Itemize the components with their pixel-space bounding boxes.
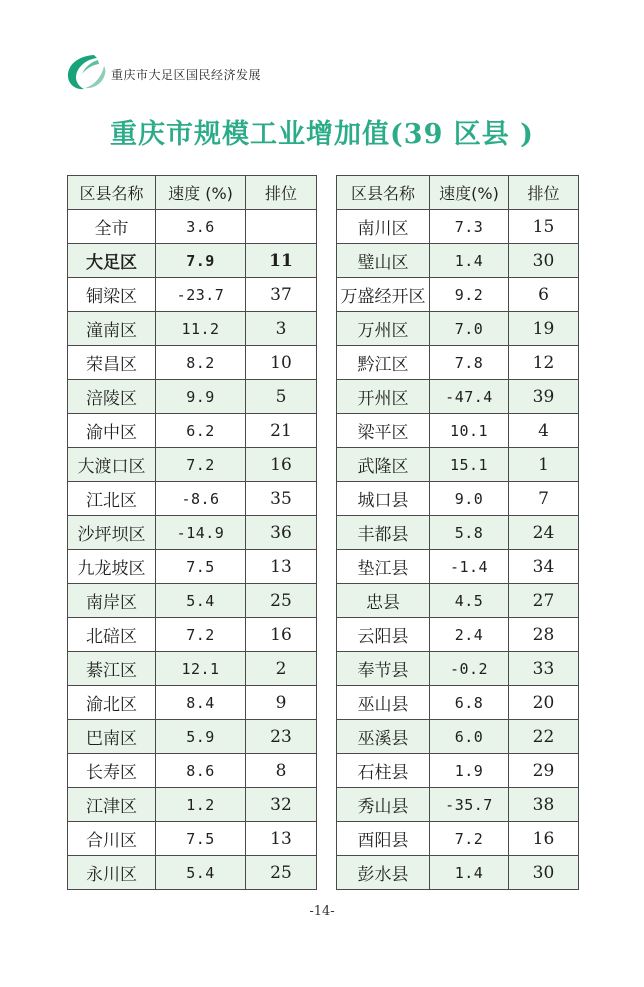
speed-cell: 5.8 — [430, 516, 509, 550]
speed-cell: -1.4 — [430, 550, 509, 584]
rank-cell: 10 — [246, 346, 317, 380]
speed-cell: 12.1 — [156, 652, 246, 686]
rank-cell: 37 — [246, 278, 317, 312]
rank-cell: 23 — [246, 720, 317, 754]
district-name-cell: 秀山县 — [337, 788, 430, 822]
speed-cell: 11.2 — [156, 312, 246, 346]
district-name-cell: 武隆区 — [337, 448, 430, 482]
table-row — [337, 856, 579, 890]
district-name-cell: 渝中区 — [68, 414, 156, 448]
rank-cell: 1 — [509, 448, 579, 482]
speed-cell: 5.9 — [156, 720, 246, 754]
table-row — [68, 856, 317, 890]
rank-cell: 24 — [509, 516, 579, 550]
district-name-cell: 沙坪坝区 — [68, 516, 156, 550]
speed-cell: 9.9 — [156, 380, 246, 414]
district-name-cell: 石柱县 — [337, 754, 430, 788]
table-row — [68, 414, 317, 448]
table-row — [68, 754, 317, 788]
table-row — [68, 482, 317, 516]
speed-cell: 7.2 — [156, 448, 246, 482]
speed-cell: 7.3 — [430, 210, 509, 244]
rank-cell: 39 — [509, 380, 579, 414]
district-name-cell: 北碚区 — [68, 618, 156, 652]
district-name-cell: 铜梁区 — [68, 278, 156, 312]
table-row — [68, 618, 317, 652]
logo-icon — [64, 52, 108, 94]
rank-cell: 32 — [246, 788, 317, 822]
speed-cell: 1.4 — [430, 856, 509, 890]
rank-cell: 4 — [509, 414, 579, 448]
district-name-cell: 潼南区 — [68, 312, 156, 346]
speed-cell: 5.4 — [156, 856, 246, 890]
ranking-table-left — [67, 175, 317, 890]
speed-cell: -47.4 — [430, 380, 509, 414]
rank-cell: 30 — [509, 244, 579, 278]
column-header-name: 区县名称 — [68, 176, 156, 210]
speed-cell: 7.0 — [430, 312, 509, 346]
district-name-cell: 长寿区 — [68, 754, 156, 788]
rank-cell: 35 — [246, 482, 317, 516]
district-name-cell: 巫山县 — [337, 686, 430, 720]
speed-cell: 8.6 — [156, 754, 246, 788]
page-number: -14- — [309, 904, 335, 919]
district-name-cell: 江津区 — [68, 788, 156, 822]
speed-cell: 5.4 — [156, 584, 246, 618]
table-row — [337, 414, 579, 448]
speed-cell: 6.8 — [430, 686, 509, 720]
speed-cell: 8.2 — [156, 346, 246, 380]
page-title: 重庆市规模工业增加值(39 区县 ) — [110, 119, 534, 150]
rank-cell: 25 — [246, 584, 317, 618]
speed-cell: 6.2 — [156, 414, 246, 448]
rank-cell: 19 — [509, 312, 579, 346]
speed-cell: 7.5 — [156, 822, 246, 856]
rank-cell: 11 — [246, 244, 317, 278]
rank-cell: 16 — [509, 822, 579, 856]
rank-cell: 34 — [509, 550, 579, 584]
district-name-cell: 忠县 — [337, 584, 430, 618]
table-row — [337, 822, 579, 856]
rank-cell: 22 — [509, 720, 579, 754]
speed-cell: -35.7 — [430, 788, 509, 822]
rank-cell — [246, 210, 317, 244]
rank-cell: 6 — [509, 278, 579, 312]
rank-cell: 30 — [509, 856, 579, 890]
district-name-cell: 南岸区 — [68, 584, 156, 618]
speed-cell: 10.1 — [430, 414, 509, 448]
district-name-cell: 涪陵区 — [68, 380, 156, 414]
district-name-cell: 荣昌区 — [68, 346, 156, 380]
speed-cell: 4.5 — [430, 584, 509, 618]
speed-cell: 7.2 — [156, 618, 246, 652]
district-name-cell: 开州区 — [337, 380, 430, 414]
table-row — [68, 822, 317, 856]
table-header-row — [68, 176, 317, 210]
rank-cell: 9 — [246, 686, 317, 720]
column-header-rank: 排位 — [246, 176, 317, 210]
district-name-cell: 梁平区 — [337, 414, 430, 448]
table-row — [337, 720, 579, 754]
district-name-cell: 九龙坡区 — [68, 550, 156, 584]
speed-cell: -0.2 — [430, 652, 509, 686]
district-name-cell: 黔江区 — [337, 346, 430, 380]
header-title: 重庆市大足区国民经济发展 — [111, 68, 262, 82]
table-row — [68, 550, 317, 584]
column-header-name: 区县名称 — [337, 176, 430, 210]
district-name-cell: 巫溪县 — [337, 720, 430, 754]
table-row — [68, 686, 317, 720]
column-header-speed: 速度 (%) — [156, 176, 246, 210]
speed-cell: 1.4 — [430, 244, 509, 278]
table-row — [337, 550, 579, 584]
rank-cell: 8 — [246, 754, 317, 788]
speed-cell: -8.6 — [156, 482, 246, 516]
district-name-cell: 渝北区 — [68, 686, 156, 720]
speed-cell: 1.2 — [156, 788, 246, 822]
table-row — [337, 312, 579, 346]
table-row — [68, 652, 317, 686]
speed-cell: 7.5 — [156, 550, 246, 584]
table-row — [337, 346, 579, 380]
district-name-cell: 大足区 — [68, 244, 156, 278]
district-name-cell: 巴南区 — [68, 720, 156, 754]
table-row — [68, 210, 317, 244]
rank-cell: 27 — [509, 584, 579, 618]
speed-cell: 7.9 — [156, 244, 246, 278]
district-name-cell: 合川区 — [68, 822, 156, 856]
table-row — [337, 788, 579, 822]
column-header-rank: 排位 — [509, 176, 579, 210]
rank-cell: 20 — [509, 686, 579, 720]
column-header-speed: 速度(%) — [430, 176, 509, 210]
district-name-cell: 江北区 — [68, 482, 156, 516]
table-row — [337, 210, 579, 244]
rank-cell: 13 — [246, 550, 317, 584]
table-row — [68, 380, 317, 414]
table-row — [68, 516, 317, 550]
rank-cell: 7 — [509, 482, 579, 516]
speed-cell: 7.8 — [430, 346, 509, 380]
table-row — [337, 686, 579, 720]
district-name-cell: 南川区 — [337, 210, 430, 244]
rank-cell: 21 — [246, 414, 317, 448]
table-row — [68, 584, 317, 618]
rank-cell: 33 — [509, 652, 579, 686]
speed-cell: 7.2 — [430, 822, 509, 856]
rank-cell: 29 — [509, 754, 579, 788]
rank-cell: 15 — [509, 210, 579, 244]
table-row — [337, 380, 579, 414]
district-name-cell: 綦江区 — [68, 652, 156, 686]
table-row — [68, 312, 317, 346]
table-row — [337, 652, 579, 686]
district-name-cell: 彭水县 — [337, 856, 430, 890]
district-name-cell: 城口县 — [337, 482, 430, 516]
table-row — [337, 482, 579, 516]
rank-cell: 13 — [246, 822, 317, 856]
district-name-cell: 大渡口区 — [68, 448, 156, 482]
table-row — [68, 244, 317, 278]
district-name-cell: 全市 — [68, 210, 156, 244]
ranking-table-right — [336, 175, 579, 890]
table-row — [68, 278, 317, 312]
table-header-row — [337, 176, 579, 210]
table-row — [337, 244, 579, 278]
speed-cell: 9.2 — [430, 278, 509, 312]
district-name-cell: 酉阳县 — [337, 822, 430, 856]
speed-cell: -23.7 — [156, 278, 246, 312]
table-row — [337, 584, 579, 618]
district-name-cell: 丰都县 — [337, 516, 430, 550]
table-row — [68, 448, 317, 482]
speed-cell: 6.0 — [430, 720, 509, 754]
speed-cell: 3.6 — [156, 210, 246, 244]
speed-cell: 9.0 — [430, 482, 509, 516]
rank-cell: 38 — [509, 788, 579, 822]
rank-cell: 25 — [246, 856, 317, 890]
table-row — [68, 788, 317, 822]
rank-cell: 28 — [509, 618, 579, 652]
table-row — [337, 278, 579, 312]
table-row — [337, 618, 579, 652]
district-name-cell: 万盛经开区 — [337, 278, 430, 312]
district-name-cell: 璧山区 — [337, 244, 430, 278]
rank-cell: 5 — [246, 380, 317, 414]
rank-cell: 12 — [509, 346, 579, 380]
table-row — [337, 448, 579, 482]
rank-cell: 3 — [246, 312, 317, 346]
table-row — [68, 720, 317, 754]
speed-cell: 8.4 — [156, 686, 246, 720]
district-name-cell: 万州区 — [337, 312, 430, 346]
district-name-cell: 奉节县 — [337, 652, 430, 686]
table-row — [68, 346, 317, 380]
district-name-cell: 永川区 — [68, 856, 156, 890]
speed-cell: 1.9 — [430, 754, 509, 788]
speed-cell: 2.4 — [430, 618, 509, 652]
rank-cell: 16 — [246, 618, 317, 652]
rank-cell: 16 — [246, 448, 317, 482]
rank-cell: 36 — [246, 516, 317, 550]
table-row — [337, 516, 579, 550]
district-name-cell: 垫江县 — [337, 550, 430, 584]
rank-cell: 2 — [246, 652, 317, 686]
table-row — [337, 754, 579, 788]
speed-cell: -14.9 — [156, 516, 246, 550]
page-header — [64, 52, 324, 98]
district-name-cell: 云阳县 — [337, 618, 430, 652]
speed-cell: 15.1 — [430, 448, 509, 482]
